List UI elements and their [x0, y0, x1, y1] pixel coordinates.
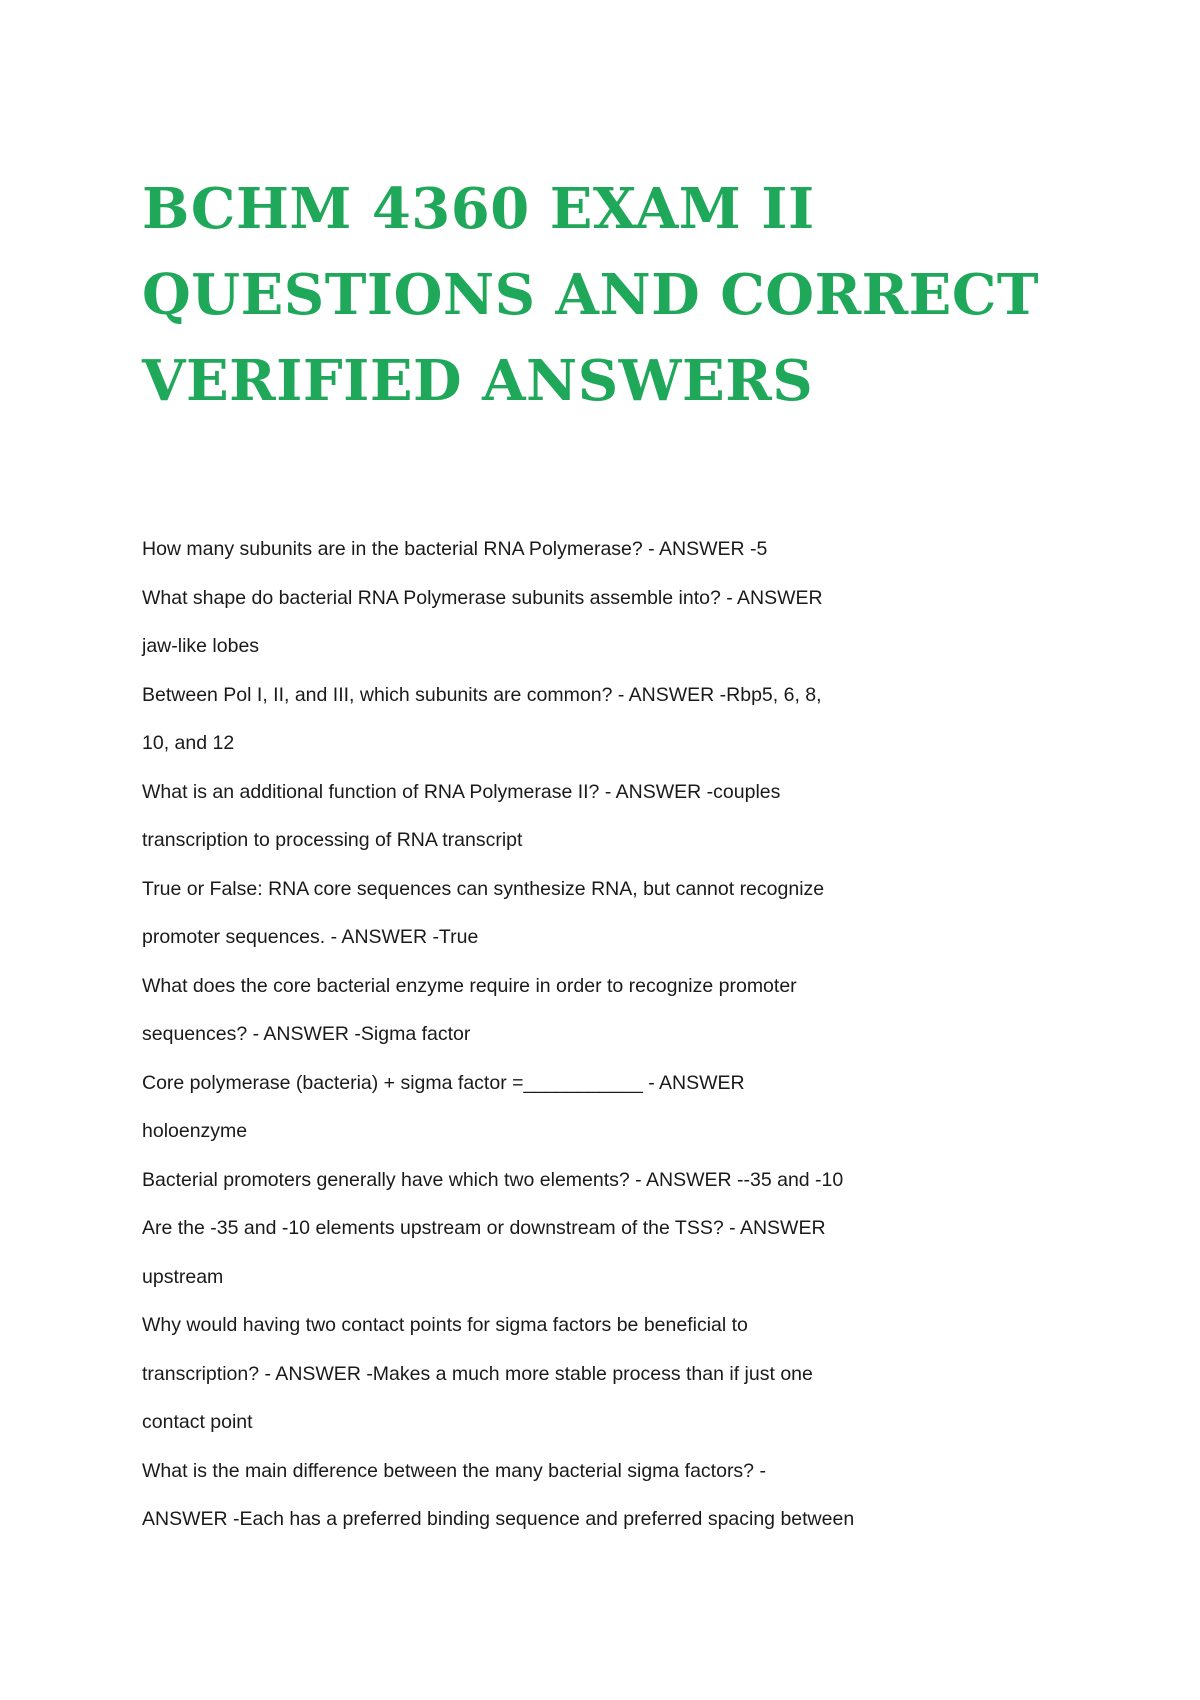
- qa-body: [142, 535, 1082, 1554]
- qa-line: contact point: [142, 1411, 253, 1433]
- qa-line: What is the main difference between the many bacterial sigma factors? -: [142, 1459, 766, 1482]
- qa-line: Core polymerase (bacteria) + sigma factor =___________ - ANSWER: [142, 1071, 745, 1094]
- qa-line: How many subunits are in the bacterial RNA Polymerase? - ANSWER -5: [142, 538, 768, 560]
- qa-line: holoenzyme: [142, 1120, 248, 1142]
- qa-line: upstream: [142, 1265, 224, 1288]
- qa-line: promoter sequences. - ANSWER -True: [142, 926, 479, 948]
- qa-line: What shape do bacterial RNA Polymerase subunits assemble into? - ANSWER: [142, 586, 823, 609]
- qa-line: Between Pol I, II, and III, which subunits are common? - ANSWER -Rbp5, 6, 8,: [142, 683, 822, 706]
- qa-line: Why would having two contact points for sigma factors be beneficial to: [142, 1314, 748, 1336]
- qa-line: Are the -35 and -10 elements upstream or downstream of the TSS? - ANSWER: [142, 1217, 826, 1239]
- document-title: BCHM 4360 EXAM II QUESTIONS AND CORRECT VERIFIED ANSWERS: [142, 176, 1040, 414]
- qa-line: What does the core bacterial enzyme require in order to recognize promoter: [142, 974, 797, 997]
- qa-line: ANSWER -Each has a preferred binding sequence and preferred spacing between: [142, 1508, 855, 1530]
- qa-line: What is an additional function of RNA Polymerase II? - ANSWER -couples: [142, 780, 781, 803]
- qa-line: transcription? - ANSWER -Makes a much more stable process than if just one: [142, 1362, 813, 1385]
- qa-line: True or False: RNA core sequences can synthesize RNA, but cannot recognize: [142, 877, 825, 900]
- qa-line: Bacterial promoters generally have which two elements? - ANSWER --35 and -10: [142, 1168, 844, 1191]
- qa-line: jaw-like lobes: [142, 635, 260, 657]
- qa-line: sequences? - ANSWER -Sigma factor: [142, 1023, 471, 1045]
- qa-line: 10, and 12: [142, 732, 235, 754]
- qa-line: transcription to processing of RNA transcript: [142, 829, 523, 851]
